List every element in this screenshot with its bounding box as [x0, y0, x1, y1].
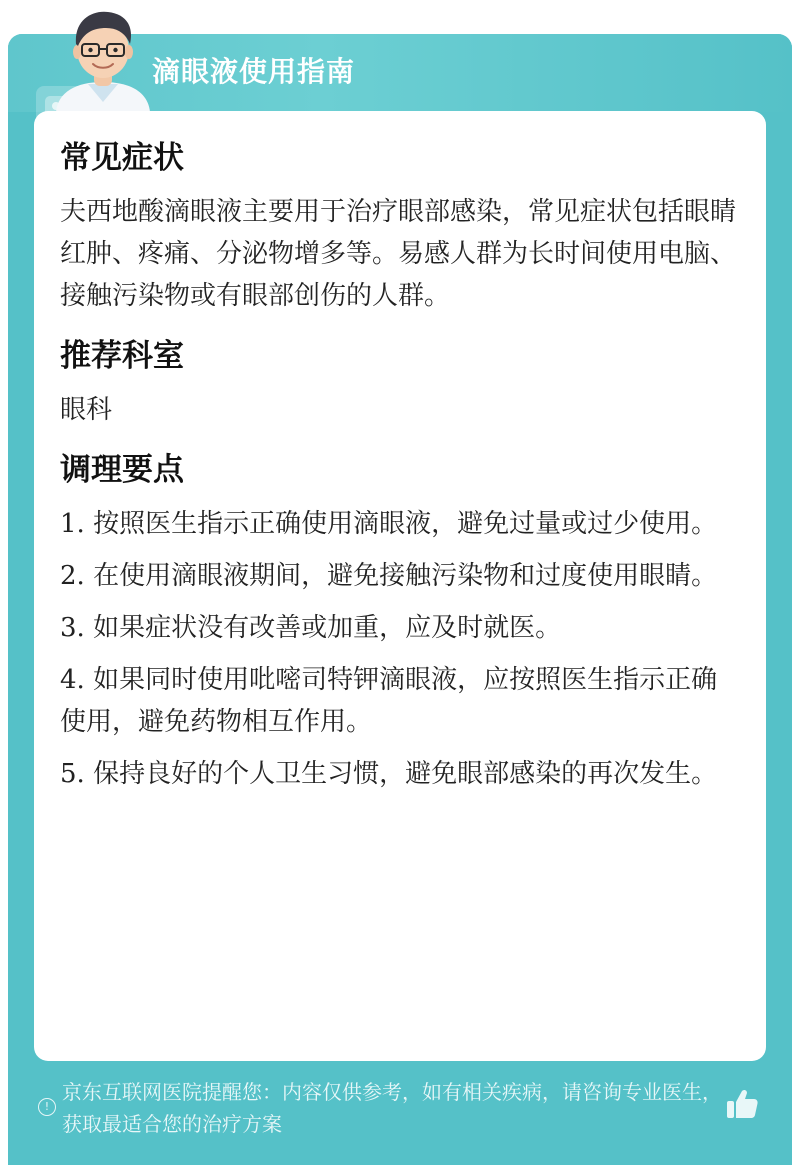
content-card: [34, 111, 766, 1061]
info-icon: !: [38, 1098, 56, 1116]
list-item: 1. 按照医生指示正确使用滴眼液，避免过量或过少使用。: [60, 509, 718, 539]
disclaimer-text: 京东互联网医院提醒您：内容仅供参考，如有相关疾病，请咨询专业医生，获取最适合您的治疗方案: [62, 1080, 722, 1136]
disclaimer-footer: [36, 1076, 766, 1146]
list-item: 5. 保持良好的个人卫生习惯，避免眼部感染的再次发生。: [60, 759, 718, 789]
thumbs-up-icon[interactable]: [724, 1086, 760, 1122]
list-item: 4. 如果同时使用吡嘧司特钾滴眼液，应按照医生指示正确使用，避免药物相互作用。: [60, 665, 718, 737]
page-title: 滴眼液使用指南: [152, 55, 356, 88]
doctor-avatar: [48, 6, 158, 112]
card-content: [60, 133, 736, 805]
department-text: 眼科: [60, 395, 113, 425]
list-item: 3. 如果症状没有改善或加重，应及时就医。: [60, 613, 562, 643]
symptoms-heading: 常见症状: [60, 140, 184, 176]
care-list: [60, 503, 736, 795]
department-heading: 推荐科室: [60, 338, 184, 374]
symptoms-text: 夫西地酸滴眼液主要用于治疗眼部感染，常见症状包括眼睛红肿、疼痛、分泌物增多等。易感人群为长时间使用电脑、接触污染物或有眼部创伤的人群。: [60, 197, 737, 311]
care-heading: 调理要点: [60, 452, 184, 488]
list-item: 2. 在使用滴眼液期间，避免接触污染物和过度使用眼睛。: [60, 561, 718, 591]
